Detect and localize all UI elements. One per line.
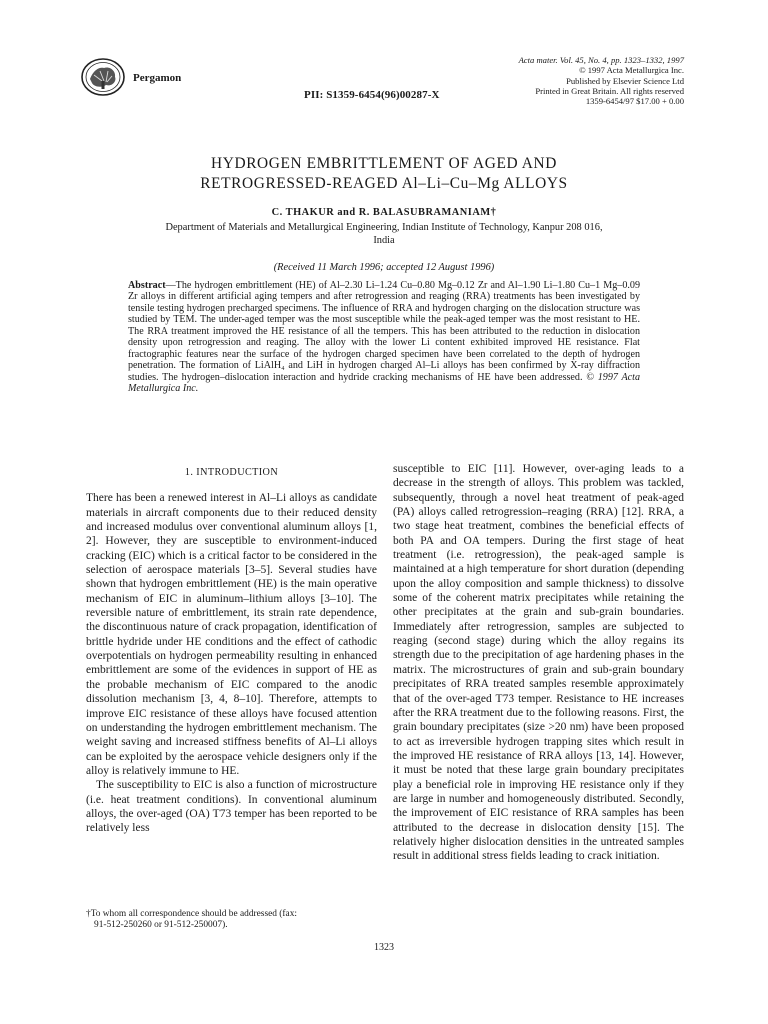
right-column [393,462,684,864]
footnote-line-1: †To whom all correspondence should be addressed (fax: [86,909,297,919]
pergamon-tree-logo-icon [80,57,126,97]
printed-line: Printed in Great Britain. All rights reserved [535,85,684,96]
page-number: 1323 [374,942,394,953]
footnote-line-2: 91-512-250260 or 91-512-250007). [94,920,228,931]
section-heading: 1. INTRODUCTION [184,467,279,478]
intro-paragraph-2: The susceptibility to EIC is also a function of microstructure (i.e. heat treatment conditions). In conventional aluminum alloys, the over-aged (OA) T73 temper has been reported to be relatively less [86,779,377,835]
received-dates: (Received 11 March 1996; accepted 12 August 1996) [273,262,495,273]
pii-identifier: PII: S1359-6454(96)00287-X [304,89,440,101]
intro-paragraph-3: susceptible to EIC [11]. However, over-aging leads to a decrease in the strength of alloys. This problem was tackled, subsequently, through a novel heat treatment of peak-aged (PA) alloys called retrogression–reaging (RRA) [12]. RRA, a two stage heat treatment, combines the beneficial effects of both PA and OA tempers. During the first stage of heat treatment (i.e. retrogression), the peak-aged sample is maintained at a high temperature for short duration (depending upon the alloy composition and sample thickness) to dissolve some of the coherent matrix precipitates while retaining the other precipitates at the grain and sub-grain boundaries. Immediately after retrogression, samples are subjected to reaging (second stage) during which the alloy regains its strength due to the precipitation of age hardening phases in the matrix. The microstructures of grain and sub-grain boundary precipitates of RRA treated samples resemble approximately that of the over-aged T73 temper. Resistance to HE increases after the RRA treatment due to the following reasons. First, the grain boundary precipitates (size >20 nm) have been proposed to act as irreversible hydrogen trapping sites which result in the improved HE resistance of RRA alloys [13, 14]. However, it must be noted that these large grain boundary precipitates play a beneficial role in improving HE resistance only if they are large in number and homogeneously distributed. Secondly, the improvement of EIC resistance of RRA samples has been attributed to the decrease in dislocation density [15]. The relatively higher dislocation densities in the untreated samples result in additional stress fields leading to crack initiation. [393,463,684,863]
abstract [128,280,640,395]
footnote [86,909,377,931]
title-line-1: HYDROGEN EMBRITTLEMENT OF AGED AND [211,155,557,172]
issn-price-line: 1359-6454/97 $17.00 + 0.00 [585,96,684,107]
abstract-text: —The hydrogen embrittlement (HE) of Al–2.30 Li–1.24 Cu–0.80 Mg–0.12 Zr and Al–1.90 Li–1.80 Cu–1 Mg–0.09 Zr alloys in different artificial aging tempers and after retrogression and reaging (RRA) treatments has been investigated by tensile testing hydrogen precharged specimens. The influence of RRA and hydrogen charging on the dislocation structure was studied by TEM. The under-aged temper was the most susceptible while the peak-aged temper was the most resistant to HE. The RRA treatment improved the HE resistance of all the tempers. This has been attributed to the reduction in dislocation density upon retrogression and reaging. The alloy with the lower Li content exhibited improved HE resistance. Flat fractographic features near the surface of the hydrogen charged specimen have been correlated to the depth of hydrogen penetration. The formation of LiAlH₄ and LiH in hydrogen charged Al–Li alloys has been confirmed by X-ray diffraction studies. The hydrogen–dislocation interaction and hydride cracking mechanisms of HE have been addressed. [128,280,640,383]
authors: C. THAKUR and R. BALASUBRAMANIAM† [271,207,497,218]
journal-citation: Acta mater. Vol. 45, No. 4, pp. 1323–1332, 1997 [518,55,684,65]
abstract-copyright: © 1997 Acta Metallurgica Inc. [128,371,641,395]
affiliation [90,222,678,247]
publisher-logo [80,57,126,97]
abstract-label: Abstract [128,280,166,291]
affiliation-line-1: Department of Materials and Metallurgical Engineering, Indian Institute of Technology, Kanpur 208 016, [165,222,603,233]
journal-meta [454,55,684,106]
publisher-name: Pergamon [133,72,182,84]
copyright-line: © 1997 Acta Metallurgica Inc. [579,65,684,76]
left-column [86,462,377,836]
published-by-line: Published by Elsevier Science Ltd [566,75,684,86]
title-line-2: RETROGRESSED-REAGED Al–Li–Cu–Mg ALLOYS [200,175,568,192]
article-title [60,154,708,194]
intro-paragraph-1: There has been a renewed interest in Al–Li alloys as candidate materials in aircraft components due to their reduced density and increased modulus over conventional aluminum alloys [1, 2]. However, they are susceptible to environment-induced cracking (EIC) which is a critical factor to be considered in the selection of aerospace materials [3–5]. Several studies have shown that hydrogen embrittlement (HE) is the main operative mechanism of EIC in aluminum–lithium alloys [3–10]. The reversible nature of embrittlement, its strain rate dependence, the discontinuous nature of crack propagation, identification of brittle hydride under HE conditions and the effect of cathodic overpotentials on hydrogen permeability resulting in enhanced embrittlement are some of the evidences in support of HE as the probable mechanism of EIC compared to the anodic dissolution mechanism [3, 4, 8–10]. Therefore, attempts to improve EIC resistance of these alloys have focused attention on understanding the hydrogen embrittlement mechanism. The weight saving and increased stiffness benefits of Al–Li alloys can be exploited by the aerospace vehicle designers only if the alloy is relatively immune to HE. [86,492,377,777]
affiliation-line-2: India [373,234,395,246]
